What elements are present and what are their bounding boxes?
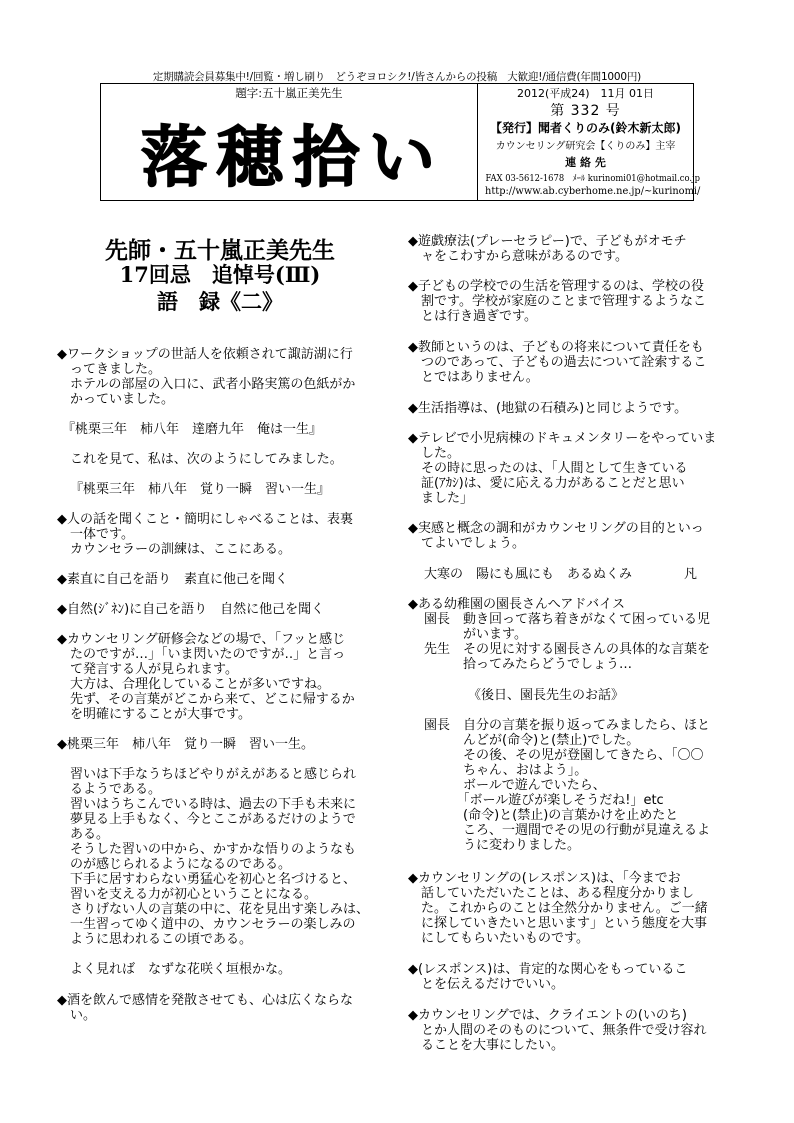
right-para: ◆教師というのは、子どもの将来について責任をも bbox=[408, 340, 704, 355]
right-para: うに変わりました。 bbox=[424, 838, 581, 853]
title-line-2: 17回忌 追悼号(Ⅲ) bbox=[119, 262, 321, 287]
right-para: 「ボール遊びが楽しそうだね!」etc bbox=[424, 793, 664, 808]
right-para: ◆テレビで小児病棟のドキュメンタリーをやっていま bbox=[408, 431, 717, 446]
right-para: とは行き過ぎです。 bbox=[408, 309, 537, 324]
left-para: 習いはうちこんでいる時は、過去の下手も未来に bbox=[57, 797, 357, 812]
calligraphy-credit: 題字:五十嵐正美先生 bbox=[235, 86, 343, 100]
fax-mail: FAX 03-5612-1678 ﾒｰﾙ kurinomi01@hotmail.co.jp bbox=[485, 174, 700, 184]
right-para: 拾ってみたらどうでしょう… bbox=[424, 657, 633, 672]
left-para: 一体です。 bbox=[57, 527, 134, 542]
left-para: かっていました。 bbox=[57, 392, 175, 407]
left-para: のが感じられるようになるのである。 bbox=[57, 857, 292, 872]
right-para: ◆ある幼稚園の園長さんへアドバイス bbox=[408, 597, 625, 612]
left-para: さりげない人の言葉の中に、花を見出す楽しみは、 bbox=[57, 902, 370, 917]
right-para: ました」 bbox=[408, 491, 474, 506]
masthead-info bbox=[478, 84, 701, 200]
left-para: 先ず、その言葉がどこから来て、どこに帰するか bbox=[57, 692, 355, 707]
website-url: http://www.ab.cyberhome.ne.jp/~kurinomi/ bbox=[485, 185, 701, 197]
right-para: ◆(レスポンス)は、肯定的な関心をもっているこ bbox=[408, 962, 688, 977]
right-para: た。これからのことは全然分かりません。ご一緒 bbox=[408, 901, 708, 916]
contact-label: 連 絡 先 bbox=[565, 156, 606, 169]
right-para: てよいでしょう。 bbox=[408, 536, 526, 551]
left-para: よく見れば なずな花咲く垣根かな。 bbox=[70, 962, 292, 977]
left-para: そうした習いの中から、かすかな悟りのようなも bbox=[57, 842, 357, 857]
left-para: て発言する人が見られます。 bbox=[57, 662, 238, 677]
left-para: い。 bbox=[57, 1008, 97, 1023]
left-para: 習いを支える力が初心ということになる。 bbox=[57, 887, 318, 902]
left-para: 習いは下手なうちほどやりがえがあると感じられ bbox=[57, 767, 357, 782]
left-para: るようである。 bbox=[57, 782, 162, 797]
organization: カウンセリング研究会【くりのみ】主宰 bbox=[495, 141, 676, 152]
right-para: とを伝えるだけでいい。 bbox=[408, 977, 565, 992]
left-para: これを見て、私は、次のようにしてみました。 bbox=[70, 452, 343, 467]
right-para: 先生 その児に対する園長さんの具体的な言葉を bbox=[424, 642, 711, 657]
right-para: ボールで遊んでいたら、 bbox=[424, 778, 606, 793]
title-line-1: 先師・五十嵐正美先生 bbox=[105, 237, 335, 264]
right-para: ャをこわすから意味があるのです。 bbox=[408, 249, 628, 264]
left-para: 夢見る上手もなく、今とここがあるだけのようで bbox=[57, 812, 356, 827]
masthead-title-area bbox=[101, 84, 478, 200]
right-para: ちゃん、おはよう」。 bbox=[424, 763, 588, 778]
right-para: にしてもらいたいものです。 bbox=[408, 931, 589, 946]
left-para: ように思われるこの頃である。 bbox=[57, 932, 253, 947]
left-para: 下手に居すわらない勇猛心を初心と名づけると、 bbox=[57, 872, 357, 887]
left-para: たのですが…」「いま閃いたのですが‥」と言っ bbox=[57, 647, 346, 662]
left-para: カウンセラーの訓練は、ここにある。 bbox=[57, 542, 292, 557]
right-para: 園長 動き回って落ち着きがなくて困っている児 bbox=[424, 612, 711, 627]
issue-number: 第 332 号 bbox=[550, 103, 621, 119]
right-para: ◆カウンセリングの(レスポンス)は、「今までお bbox=[408, 871, 681, 886]
right-para: 割です。学校が家庭のことまで管理するようなこ bbox=[408, 294, 706, 309]
right-para: ◆カウンセリングでは、クライエントの(いのち) bbox=[408, 1008, 687, 1023]
right-para: に探していきたいと思います」という態度を大事 bbox=[408, 916, 708, 931]
right-para: ◆遊戯療法(プレーセラピー)で、子どもがオモチ bbox=[408, 234, 687, 249]
right-para: 園長 自分の言葉を振り返ってみましたら、ほと bbox=[424, 718, 711, 733]
right-para: つのであって、子どもの過去について詮索するこ bbox=[408, 355, 707, 370]
issue-date: 2012(平成24) 11月 01日 bbox=[516, 87, 655, 100]
right-para: その後、その児が登園してきたら、「〇〇 bbox=[424, 748, 704, 763]
masthead bbox=[100, 83, 701, 201]
publisher: 【発行】聞者くりのみ(鈴木新太郎) bbox=[490, 121, 681, 135]
left-para: ホテルの部屋の入口に、武者小路実篤の色紙がか bbox=[57, 377, 356, 392]
left-para: を明確にすることが大事です。 bbox=[57, 707, 251, 722]
right-para: 話していただいたことは、ある程度分かりまし bbox=[408, 886, 695, 901]
left-para: ある。 bbox=[57, 827, 110, 842]
left-para: ◆素直に自己を語り 素直に他己を聞く bbox=[57, 572, 288, 587]
right-para: した。 bbox=[408, 446, 461, 461]
right-para: ◆実感と概念の調和がカウンセリングの目的といっ bbox=[408, 521, 704, 536]
subscription-banner: 定期購読会員募集中!/回覧・増し刷り どうぞヨロシク!/皆さんからの投稿 大歓迎!/通信費(年間1000円) bbox=[152, 71, 642, 83]
right-para: がいます。 bbox=[424, 627, 527, 642]
left-para: 大方は、合理化していることが多いですね。 bbox=[57, 677, 331, 692]
right-para: 証(ｱｶｼ)は、愛に応える力があることだと思い bbox=[408, 476, 685, 491]
right-para: その時に思ったのは、「人間として生きている bbox=[408, 461, 688, 476]
right-para: ることを大事にしたい。 bbox=[408, 1038, 565, 1053]
left-para: ◆桃栗三年 柿八年 覚り一瞬 習い一生。 bbox=[57, 737, 314, 752]
newsletter-logo bbox=[113, 114, 473, 194]
right-para: (命令)と(禁止)の言葉かけを止めたと bbox=[424, 808, 679, 823]
left-para: 『桃栗三年 柿八年 達磨九年 俺は一生』 bbox=[62, 422, 323, 437]
right-para: とか人間のそのものについて、無条件で受け容れ bbox=[408, 1023, 707, 1038]
right-para: んどが(命令)と(禁止)でした。 bbox=[424, 733, 640, 748]
right-para: 《後日、園長先生のお話》 bbox=[468, 688, 625, 703]
right-para: とではありません。 bbox=[408, 370, 539, 385]
left-para: ◆酒を飲んで感情を発散させても、心は広くならな bbox=[57, 993, 353, 1008]
left-para: 『桃栗三年 柿八年 覚り一瞬 習い一生』 bbox=[70, 482, 331, 497]
right-para: 大寒の 陽にも風にも あるぬくみ 凡 bbox=[424, 567, 698, 582]
left-para: ってきました。 bbox=[57, 362, 162, 377]
right-para: ◆生活指導は、(地獄の石積み)と同じようです。 bbox=[408, 401, 688, 416]
left-para: 一生習ってゆく道中の、カウンセラーの楽しみの bbox=[57, 917, 356, 932]
right-para: ◆子どもの学校での生活を管理するのは、学校の役 bbox=[408, 279, 704, 294]
title-line-3: 語 録《二》 bbox=[157, 289, 283, 314]
left-para: ◆カウンセリング研修会などの場で、「フッと感じ bbox=[57, 632, 346, 647]
left-para: ◆自然(ｼﾞﾈﾝ)に自己を語り 自然に他己を聞く bbox=[57, 602, 325, 617]
left-para: ◆ワークショップの世話人を依頼されて諏訪湖に行 bbox=[57, 347, 353, 362]
logo-text: 落穂拾い bbox=[141, 118, 445, 194]
right-para: ころ、一週間でその児の行動が見違えるよ bbox=[424, 823, 711, 838]
left-para: ◆人の話を聞くこと・簡明にしゃべることは、表裏 bbox=[57, 512, 353, 527]
